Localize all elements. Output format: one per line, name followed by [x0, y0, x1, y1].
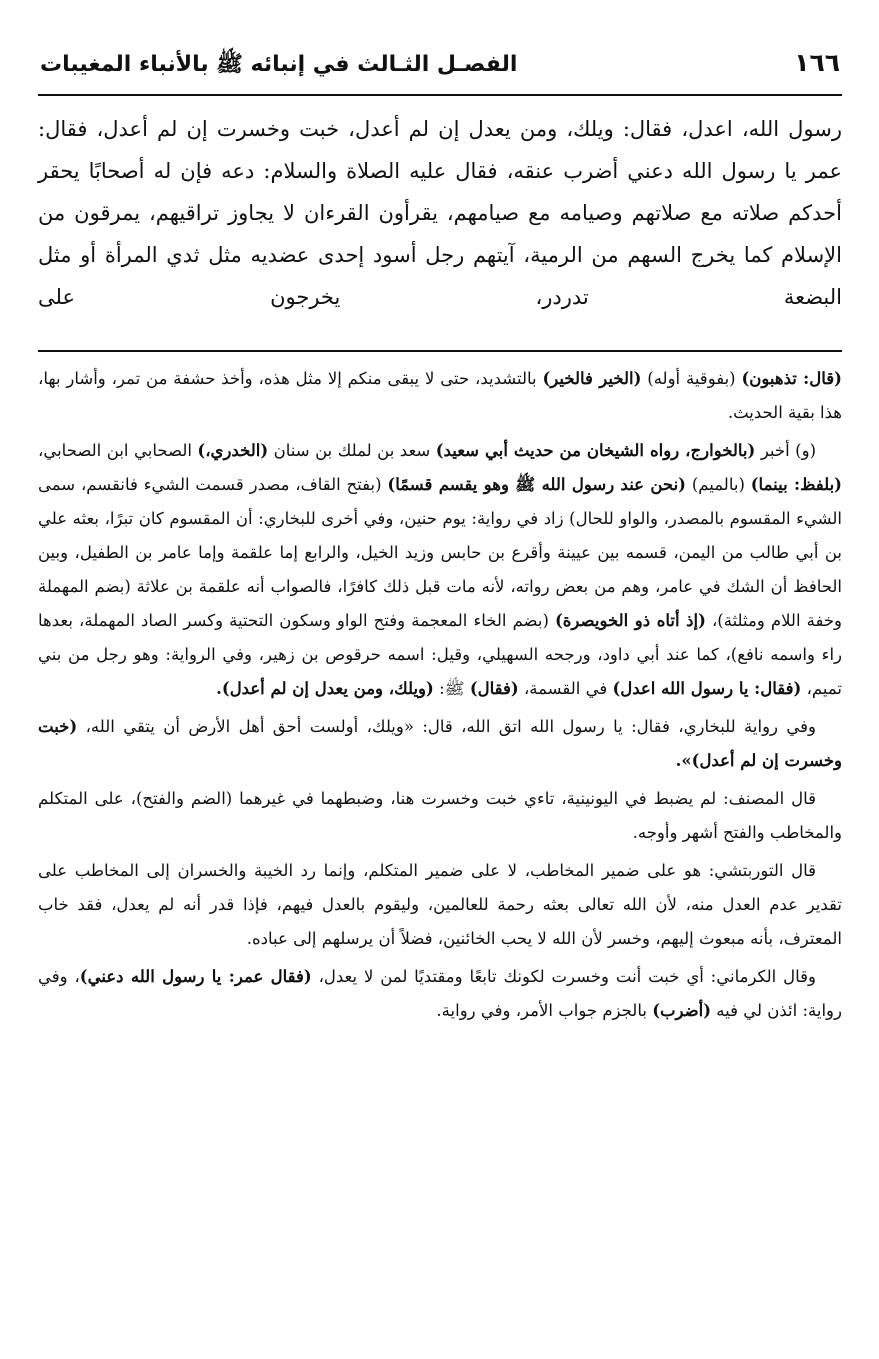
bold-quote: (نحن عند رسول الله ﷺ وهو يقسم قسمًا) — [387, 475, 686, 494]
commentary-text: (بفوقية أوله) — [641, 369, 742, 388]
running-title: الفصـل الثـالث في إنبائه ﷺ بالأنباء المغيبات — [40, 52, 518, 77]
bold-quote: (قال: تذهبون) — [741, 369, 842, 388]
commentary-paragraph-3 — [38, 710, 842, 778]
footnote-divider — [38, 350, 842, 352]
commentary-text: في القسمة، — [518, 679, 613, 698]
bold-quote: (فقال) — [469, 679, 519, 698]
bold-quote: (فقال: يا رسول الله اعدل) — [612, 679, 802, 698]
book-page — [38, 0, 842, 1359]
commentary-text: (بفتح القاف، مصدر قسمت الشيء فانقسم، سمى الشيء المقسوم بالمصدر، والواو للحال) زاد في رواية: يوم حنين، وفي أخرى للبخاري: أن المقسوم كان تبرًا، بعثه علي بن أبي طالب من اليمن، قسمه بين عيينة وأقرع بن حابس وزيد الخيل، والرابع إما علقمة وإما عامر بن الطفيل، وبين الحافظ أن الشك في عامر، وهم من بعض رواته، لأنه مات قبل ذلك كافرًا، فالصواب أنه علقمة بن علاثة (بضم المهملة وخفة اللام ومثلثة)، — [38, 475, 842, 630]
bold-quote: (بلفظ: بينما) — [750, 475, 842, 494]
commentary-text: (و) أخبر — [755, 441, 817, 460]
page-number: ١٦٦ — [794, 48, 840, 77]
commentary-text: وقال الكرماني: أي خبت أنت وخسرت لكونك تابعًا ومقتديًا لمن لا يعدل، — [311, 967, 816, 986]
commentary-text: (بضم الخاء المعجمة وفتح الواو وسكون التحتية وكسر الصاد المهملة، بعدها راء واسمه نافع)، كما عند أبي داود، ورجحه السهيلي، وقيل: اسمه حرقوص بن زهير، وفي الرواية: وهو رجل من بني تميم، — [38, 611, 842, 698]
bold-quote: (أضرب) — [652, 1001, 712, 1020]
commentary-text: وفي رواية للبخاري، فقال: يا رسول الله اتق الله، قال: «ويلك، أولست أحق أهل الأرض أن يتقي الله، — [77, 717, 816, 736]
commentary-paragraph-4: قال المصنف: لم يضبط في اليونينية، تاءي خبت وخسرت هنا، وضبطهما في غيرهما (الضم والفتح)، على المتكلم والمخاطب والفتح أشهر وأوجه. — [38, 789, 842, 842]
bold-quote: (خبت وخسرت إن لم أعدل)». — [38, 717, 842, 770]
commentary-paragraph-5: قال التوربتشي: هو على ضمير المخاطب، لا على ضمير المتكلم، وإنما رد الخيبة والخسران إلى المخاطب على تقدير عدم العدل منه، لأن الله تعالى بعثه رحمة للعالمين، وليقوم بالعدل فيهم، فإذا قدر أنه لم يعدل، فقد خاب المعترف، بأنه مبعوث إليهم، وخسر لأن الله لا يحب الخائنين، فضلاً أن يرسلهم إلى عباده. — [38, 861, 842, 948]
bold-quote: (الخير فالخير) — [542, 369, 642, 388]
bold-quote: (بالخوارج، رواه الشيخان من حديث أبي سعيد) — [435, 441, 756, 460]
main-paragraph: رسول الله، اعدل، فقال: ويلك، ومن يعدل إن لم أعدل، خبت وخسرت إن لم أعدل، فقال: عمر يا رسول الله دعني أضرب عنقه، فقال عليه الصلاة والسلام: دعه فإن له أصحابًا يحقر أحدكم صلاته مع صلاتهم وصيامه مع صيامهم، يقرأون القرءان لا يجاوز تراقيهم، يمرقون من الإسلام كما يخرج السهم من الرمية، آيتهم رجل أسود إحدى عضديه مثل ثدي المرأة أو مثل البضعة تدردر، يخرجون على — [38, 117, 842, 309]
main-hadith-text — [38, 108, 842, 318]
bold-quote: (إذ أتاه ذو الخويصرة) — [554, 611, 706, 630]
bold-quote: (الخدري،) — [197, 441, 269, 460]
bold-quote: (ويلك، ومن يعدل إن لم أعدل). — [216, 679, 434, 698]
commentary-section — [38, 362, 842, 1028]
commentary-paragraph-6 — [38, 960, 842, 1028]
commentary-text: بالتشديد، حتى لا يبقى منكم إلا مثل هذه، وأخذ حشفة من تمر، وأشار بها، هذا بقية الحديث. — [38, 369, 842, 422]
commentary-text: سعد بن لملك بن سنان — [268, 441, 436, 460]
commentary-text: بالجزم جواب الأمر، وفي رواية. — [436, 1001, 653, 1020]
page-header — [38, 44, 842, 96]
commentary-text: (بالميم) — [686, 475, 751, 494]
commentary-text: الصحابي ابن الصحابي، — [38, 441, 198, 460]
commentary-paragraph-2 — [38, 434, 842, 706]
bold-quote: (فقال عمر: يا رسول الله دعني) — [79, 967, 312, 986]
commentary-text: ﷺ: — [433, 679, 470, 698]
commentary-text: ، وفي رواية: ائذن لي فيه — [38, 967, 842, 1020]
commentary-paragraph-1 — [38, 362, 842, 430]
